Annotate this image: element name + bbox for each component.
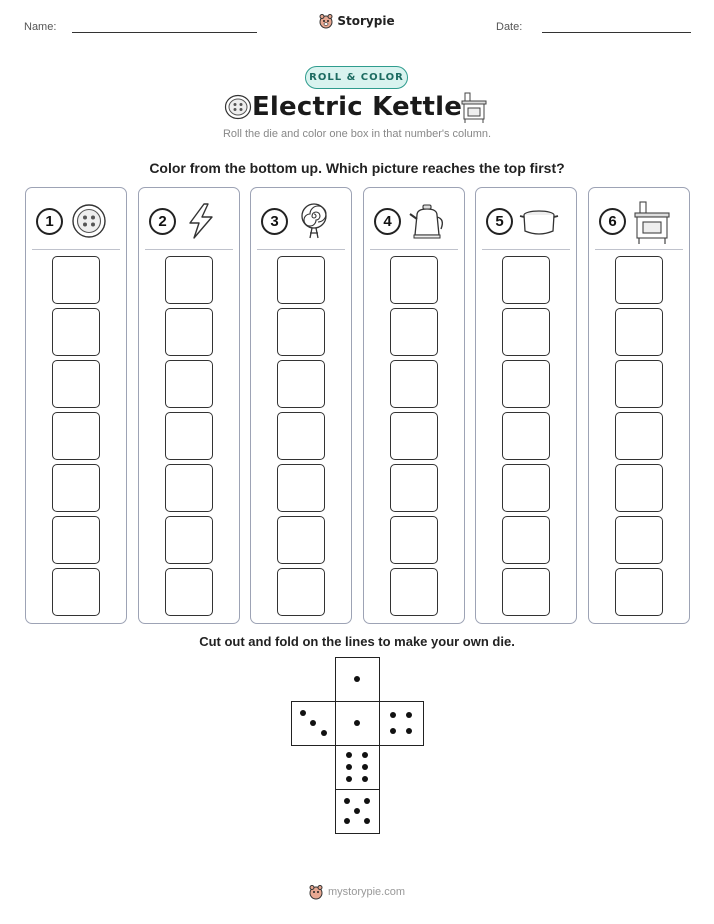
coloring-instruction: Color from the bottom up. Which picture reaches the top first?	[149, 160, 565, 176]
die-pip	[300, 710, 306, 716]
column-5	[475, 187, 577, 624]
column-divider	[482, 249, 570, 250]
color-box[interactable]	[390, 412, 438, 460]
die-face-1	[335, 701, 380, 746]
stove-icon	[460, 92, 488, 124]
color-box[interactable]	[277, 360, 325, 408]
color-box[interactable]	[52, 308, 100, 356]
column-divider	[595, 249, 683, 250]
color-box[interactable]	[165, 360, 213, 408]
color-box[interactable]	[277, 516, 325, 564]
color-box[interactable]	[615, 568, 663, 616]
color-box[interactable]	[277, 308, 325, 356]
color-box[interactable]	[615, 360, 663, 408]
column-number: 1	[36, 208, 63, 235]
color-box[interactable]	[615, 516, 663, 564]
color-box[interactable]	[277, 568, 325, 616]
die-face-5	[335, 789, 380, 834]
color-box[interactable]	[502, 360, 550, 408]
color-box[interactable]	[52, 360, 100, 408]
column-number: 6	[599, 208, 626, 235]
column-number: 2	[149, 208, 176, 235]
column-number: 3	[261, 208, 288, 235]
color-box[interactable]	[390, 516, 438, 564]
lightning-bolt-icon	[182, 201, 222, 246]
color-box[interactable]	[390, 308, 438, 356]
column-1	[25, 187, 127, 624]
color-box[interactable]	[502, 464, 550, 512]
footer-url[interactable]: mystorypie.com	[327, 886, 406, 898]
column-2	[138, 187, 240, 624]
column-header	[36, 201, 120, 241]
color-box[interactable]	[615, 412, 663, 460]
color-box[interactable]	[52, 412, 100, 460]
column-divider	[145, 249, 233, 250]
die-pip	[364, 798, 370, 804]
die-pip	[344, 798, 350, 804]
color-box[interactable]	[165, 256, 213, 304]
color-box[interactable]	[277, 464, 325, 512]
color-box[interactable]	[615, 464, 663, 512]
color-box[interactable]	[165, 464, 213, 512]
die-face-4	[379, 701, 424, 746]
color-box[interactable]	[502, 568, 550, 616]
subtitle: Roll the die and color one box in that number's column.	[222, 128, 492, 140]
column-header	[486, 201, 570, 241]
color-box[interactable]	[165, 568, 213, 616]
kettle-icon	[407, 201, 447, 246]
column-header	[261, 201, 345, 241]
die-pip	[321, 730, 327, 736]
die-pip	[354, 676, 360, 682]
color-box[interactable]	[277, 256, 325, 304]
storypie-mascot-icon	[309, 884, 323, 900]
die-pip	[354, 808, 360, 814]
column-divider	[370, 249, 458, 250]
color-box[interactable]	[615, 256, 663, 304]
die-pip	[406, 728, 412, 734]
column-number: 4	[374, 208, 401, 235]
storypie-mascot-icon	[319, 13, 333, 29]
color-box[interactable]	[165, 516, 213, 564]
column-header	[374, 201, 458, 241]
die-pip	[310, 720, 316, 726]
column-header	[149, 201, 233, 241]
die-pip	[354, 720, 360, 726]
color-box[interactable]	[277, 412, 325, 460]
stove-icon	[632, 201, 672, 250]
color-box[interactable]	[390, 568, 438, 616]
name-line[interactable]	[72, 32, 257, 33]
column-3	[250, 187, 352, 624]
color-box[interactable]	[390, 256, 438, 304]
footer	[0, 884, 714, 900]
date-line[interactable]	[542, 32, 691, 33]
color-box[interactable]	[390, 464, 438, 512]
die-face-3	[291, 701, 336, 746]
color-box[interactable]	[52, 256, 100, 304]
column-number: 5	[486, 208, 513, 235]
die-pip	[346, 764, 352, 770]
color-box[interactable]	[52, 464, 100, 512]
die-face-1	[335, 657, 380, 702]
die-pip	[362, 764, 368, 770]
column-divider	[257, 249, 345, 250]
date-label: Date:	[496, 21, 523, 33]
lollipop-icon	[294, 201, 334, 246]
die-face-6	[335, 745, 380, 790]
pot-icon	[519, 201, 559, 246]
brand-logo	[0, 13, 714, 29]
column-4	[363, 187, 465, 624]
color-box[interactable]	[615, 308, 663, 356]
column-header	[599, 201, 683, 241]
die-pip	[364, 818, 370, 824]
brand-name: Storypie	[337, 14, 395, 28]
column-6	[588, 187, 690, 624]
roll-and-color-badge: ROLL & COLOR	[305, 66, 408, 89]
column-divider	[32, 249, 120, 250]
button-icon	[69, 201, 109, 246]
die-instruction: Cut out and fold on the lines to make your own die.	[199, 634, 515, 649]
die-pip	[344, 818, 350, 824]
color-box[interactable]	[502, 516, 550, 564]
color-box[interactable]	[165, 308, 213, 356]
die-pip	[406, 712, 412, 718]
die-pip	[362, 752, 368, 758]
color-box[interactable]	[502, 412, 550, 460]
page-title: Electric Kettle	[251, 92, 463, 122]
color-box[interactable]	[502, 308, 550, 356]
color-box[interactable]	[165, 412, 213, 460]
color-box[interactable]	[502, 256, 550, 304]
color-box[interactable]	[52, 516, 100, 564]
die-pip	[390, 712, 396, 718]
name-label: Name:	[24, 21, 57, 33]
die-pip	[390, 728, 396, 734]
die-pip	[346, 776, 352, 782]
color-box[interactable]	[390, 360, 438, 408]
color-box[interactable]	[52, 568, 100, 616]
die-pip	[346, 752, 352, 758]
die-pip	[362, 776, 368, 782]
